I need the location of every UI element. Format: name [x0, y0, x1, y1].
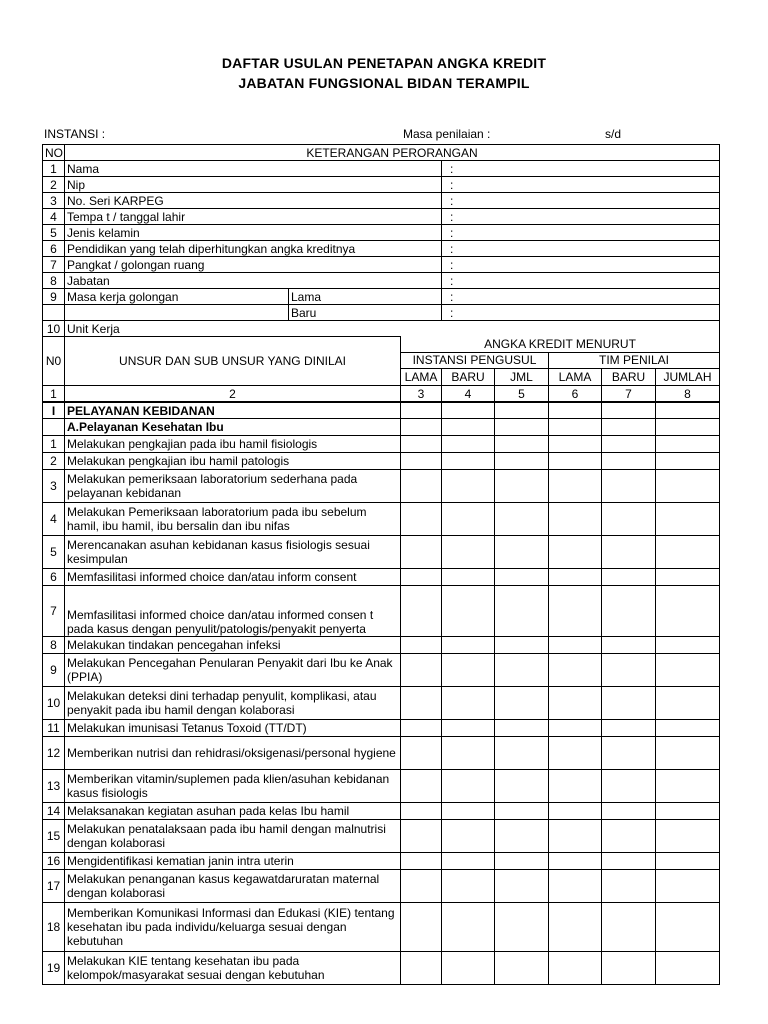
- item-row: [43, 536, 720, 569]
- item-no: 2: [43, 453, 65, 470]
- credit-cell: [495, 737, 549, 770]
- credit-cell: [602, 870, 656, 903]
- subsection-label: A.Pelayanan Kesehatan Ibu: [65, 419, 401, 436]
- item-no: 7: [43, 586, 65, 637]
- unit-kerja-no: 10: [43, 321, 65, 337]
- item-text: Memfasilitasi informed choice dan/atau inform consent: [65, 569, 401, 586]
- item-row: [43, 436, 720, 453]
- personal-label: Pendidikan yang telah diperhitungkan angka kreditnya: [65, 241, 442, 257]
- credit-cell: [401, 654, 442, 687]
- credit-cell: [602, 654, 656, 687]
- header-col: JML: [495, 368, 549, 385]
- credit-cell: [656, 503, 720, 536]
- item-text: Memberikan vitamin/suplemen pada klien/asuhan kebidanan kasus fisiologis: [65, 770, 401, 803]
- personal-row: [43, 209, 720, 225]
- header-col-number: 8: [656, 386, 720, 403]
- header-no: N0: [43, 337, 65, 386]
- credit-cell: [442, 503, 495, 536]
- credit-cell: [549, 536, 602, 569]
- section-no: I: [43, 402, 65, 419]
- credit-cell: [656, 820, 720, 853]
- credit-cell: [401, 952, 442, 985]
- credit-cell: [656, 637, 720, 654]
- item-text: Melakukan KIE tentang kesehatan ibu pada kelompok/masyarakat sesuai dengan kebutuhan: [65, 952, 401, 985]
- item-no: 13: [43, 770, 65, 803]
- credit-cell: [495, 952, 549, 985]
- item-no: 4: [43, 503, 65, 536]
- header-col: BARU: [602, 368, 656, 385]
- credit-cell: [401, 637, 442, 654]
- item-text: Melaksanakan kegiatan asuhan pada kelas Ibu hamil: [65, 803, 401, 820]
- credit-cell: [401, 870, 442, 903]
- personal-label: [65, 305, 289, 321]
- credit-cell: [442, 586, 495, 637]
- personal-no: 8: [43, 273, 65, 289]
- credit-cell: [495, 803, 549, 820]
- personal-colon: :: [442, 225, 720, 241]
- credit-cell: [602, 770, 656, 803]
- credit-cell: [656, 569, 720, 586]
- no-header: NO: [43, 145, 65, 161]
- credit-cell: [401, 536, 442, 569]
- header-tim-penilai: TIM PENILAI: [549, 352, 720, 368]
- personal-no: 9: [43, 289, 65, 305]
- personal-colon: :: [442, 289, 720, 305]
- credit-cell: [602, 687, 656, 720]
- credit-cell: [401, 853, 442, 870]
- item-text: Mengidentifikasi kematian janin intra uterin: [65, 853, 401, 870]
- credit-cell: [495, 569, 549, 586]
- header-unsur: UNSUR DAN SUB UNSUR YANG DINILAI: [65, 337, 401, 386]
- credit-cell: [401, 770, 442, 803]
- credit-cell: [656, 536, 720, 569]
- item-text: Melakukan penatalaksaan pada ibu hamil dengan malnutrisi dengan kolaborasi: [65, 820, 401, 853]
- item-row: [43, 586, 720, 637]
- sd-label: s/d: [605, 127, 622, 141]
- item-no: 12: [43, 737, 65, 770]
- credit-cell: [656, 453, 720, 470]
- item-row: [43, 903, 720, 952]
- credit-cell: [656, 770, 720, 803]
- credit-cell: [442, 654, 495, 687]
- header-instansi-pengusul: INSTANSI PENGUSUL: [401, 352, 549, 368]
- credit-cell: [656, 419, 720, 436]
- credit-cell: [602, 503, 656, 536]
- personal-label: Jenis kelamin: [65, 225, 442, 241]
- item-row: [43, 687, 720, 720]
- item-row: [43, 952, 720, 985]
- credit-cell: [442, 870, 495, 903]
- personal-no: 3: [43, 193, 65, 209]
- credit-cell: [442, 419, 495, 436]
- item-no: 11: [43, 720, 65, 737]
- credit-cell: [495, 654, 549, 687]
- credit-cell: [656, 870, 720, 903]
- credit-cell: [549, 770, 602, 803]
- header-col-number: 4: [442, 386, 495, 403]
- personal-colon: :: [442, 193, 720, 209]
- item-row: [43, 853, 720, 870]
- keterangan-header: KETERANGAN PERORANGAN: [65, 145, 720, 161]
- credit-cell: [442, 637, 495, 654]
- item-text: Melakukan imunisasi Tetanus Toxoid (TT/DT): [65, 720, 401, 737]
- item-text: Melakukan Pencegahan Penularan Penyakit dari Ibu ke Anak (PPIA): [65, 654, 401, 687]
- personal-label: Masa kerja golongan: [65, 289, 289, 305]
- credit-cell: [602, 853, 656, 870]
- credit-cell: [549, 637, 602, 654]
- credit-cell: [495, 453, 549, 470]
- credit-cell: [602, 470, 656, 503]
- item-no: 3: [43, 470, 65, 503]
- credit-cell: [442, 770, 495, 803]
- item-no: 14: [43, 803, 65, 820]
- personal-row: [43, 177, 720, 193]
- credit-cell: [656, 586, 720, 637]
- credit-cell: [602, 737, 656, 770]
- credit-cell: [495, 637, 549, 654]
- item-row: [43, 470, 720, 503]
- personal-label: Nama: [65, 161, 442, 177]
- credit-cell: [549, 687, 602, 720]
- item-text: Melakukan pengkajian ibu hamil patologis: [65, 453, 401, 470]
- header-numbers-row: [43, 386, 720, 403]
- credit-cell: [656, 803, 720, 820]
- item-text: Melakukan pengkajian pada ibu hamil fisiologis: [65, 436, 401, 453]
- credit-cell: [401, 503, 442, 536]
- item-no: 5: [43, 536, 65, 569]
- credit-cell: [602, 820, 656, 853]
- credit-cell: [442, 720, 495, 737]
- header-col-number: 7: [602, 386, 656, 403]
- credit-cell: [442, 453, 495, 470]
- item-no: 6: [43, 569, 65, 586]
- credit-cell: [549, 820, 602, 853]
- credit-cell: [401, 903, 442, 952]
- baru-label: Baru: [289, 305, 442, 321]
- credit-cell: [656, 853, 720, 870]
- credit-cell: [401, 803, 442, 820]
- personal-label: Pangkat / golongan ruang: [65, 257, 442, 273]
- credit-cell: [442, 402, 495, 419]
- credit-cell: [549, 470, 602, 503]
- credit-cell: [401, 436, 442, 453]
- credit-cell: [495, 770, 549, 803]
- personal-no: 5: [43, 225, 65, 241]
- credit-cell: [549, 586, 602, 637]
- item-row: [43, 503, 720, 536]
- personal-no: 7: [43, 257, 65, 273]
- credit-cell: [549, 436, 602, 453]
- unit-kerja-row: [43, 321, 720, 337]
- credit-cell: [656, 903, 720, 952]
- header-col-number: 5: [495, 386, 549, 403]
- credit-cell: [549, 803, 602, 820]
- personal-colon: :: [442, 273, 720, 289]
- credit-cell: [656, 470, 720, 503]
- credit-cell: [401, 470, 442, 503]
- section-label: PELAYANAN KEBIDANAN: [65, 402, 401, 419]
- masa-penilaian-label: Masa penilaian :: [403, 127, 491, 141]
- item-text: Melakukan penanganan kasus kegawatdaruratan maternal dengan kolaborasi: [65, 870, 401, 903]
- credit-cell: [656, 402, 720, 419]
- personal-no: 2: [43, 177, 65, 193]
- item-no: 18: [43, 903, 65, 952]
- header-col: JUMLAH: [656, 368, 720, 385]
- item-no: 15: [43, 820, 65, 853]
- credit-cell: [549, 654, 602, 687]
- item-no: 16: [43, 853, 65, 870]
- credit-cell: [549, 402, 602, 419]
- item-no: 9: [43, 654, 65, 687]
- credit-cell: [495, 687, 549, 720]
- credit-cell: [442, 803, 495, 820]
- credit-cell: [602, 903, 656, 952]
- credit-cell: [656, 654, 720, 687]
- credit-cell: [656, 737, 720, 770]
- item-text: Merencanakan asuhan kebidanan kasus fisiologis sesuai kesimpulan: [65, 536, 401, 569]
- section-row: [43, 402, 720, 419]
- personal-no: [43, 305, 65, 321]
- personal-no: 6: [43, 241, 65, 257]
- item-text: Melakukan tindakan pencegahan infeksi: [65, 637, 401, 654]
- item-row: [43, 803, 720, 820]
- credit-cell: [602, 720, 656, 737]
- item-row: [43, 654, 720, 687]
- personal-row: [43, 193, 720, 209]
- credit-cell: [442, 903, 495, 952]
- personal-label: Tempa t / tanggal lahir: [65, 209, 442, 225]
- item-text: Memberikan nutrisi dan rehidrasi/oksigenasi/personal hygiene: [65, 737, 401, 770]
- credit-cell: [401, 720, 442, 737]
- credit-cell: [442, 470, 495, 503]
- personal-row: [43, 241, 720, 257]
- credit-cell: [401, 687, 442, 720]
- credit-cell: [549, 453, 602, 470]
- credit-cell: [495, 470, 549, 503]
- credit-cell: [495, 402, 549, 419]
- item-row: [43, 637, 720, 654]
- header-col: LAMA: [549, 368, 602, 385]
- credit-cell: [602, 952, 656, 985]
- personal-label: Nip: [65, 177, 442, 193]
- credit-cell: [442, 952, 495, 985]
- header-col-number: 3: [401, 386, 442, 403]
- item-row: [43, 569, 720, 586]
- item-row: [43, 820, 720, 853]
- credit-cell: [495, 436, 549, 453]
- credit-cell: [495, 820, 549, 853]
- credit-form-table: [42, 144, 720, 985]
- credit-cell: [549, 419, 602, 436]
- item-text: Memfasilitasi informed choice dan/atau informed consen t pada kasus dengan penyulit/patologis/penyakit penyerta: [65, 586, 401, 637]
- credit-cell: [549, 853, 602, 870]
- personal-row: [43, 225, 720, 241]
- credit-cell: [549, 737, 602, 770]
- personal-row: [43, 257, 720, 273]
- unit-kerja-label: Unit Kerja: [65, 321, 720, 337]
- credit-cell: [401, 737, 442, 770]
- credit-cell: [442, 436, 495, 453]
- credit-cell: [495, 720, 549, 737]
- item-text: Memberikan Komunikasi Informasi dan Edukasi (KIE) tentang kesehatan ibu pada individu/keluarga sesuai dengan kebutuhan: [65, 903, 401, 952]
- credit-cell: [495, 903, 549, 952]
- credit-cell: [549, 569, 602, 586]
- header-col-number: 2: [65, 386, 401, 403]
- credit-cell: [401, 569, 442, 586]
- credit-cell: [442, 569, 495, 586]
- personal-row: [43, 289, 720, 305]
- credit-cell: [401, 419, 442, 436]
- credit-cell: [401, 402, 442, 419]
- header-angka-kredit: ANGKA KREDIT MENURUT: [401, 337, 720, 353]
- credit-cell: [549, 952, 602, 985]
- credit-cell: [656, 952, 720, 985]
- credit-cell: [401, 586, 442, 637]
- document-subtitle: JABATAN FUNGSIONAL BIDAN TERAMPIL: [238, 75, 530, 91]
- item-no: 19: [43, 952, 65, 985]
- credit-cell: [495, 419, 549, 436]
- header-col: BARU: [442, 368, 495, 385]
- personal-no: 4: [43, 209, 65, 225]
- item-text: Melakukan deteksi dini terhadap penyulit, komplikasi, atau penyakit pada ibu hamil dengan kolaborasi: [65, 687, 401, 720]
- instansi-label: INSTANSI :: [44, 127, 106, 141]
- credit-cell: [602, 536, 656, 569]
- credit-cell: [495, 870, 549, 903]
- credit-cell: [495, 853, 549, 870]
- credit-cell: [656, 720, 720, 737]
- credit-cell: [602, 419, 656, 436]
- credit-cell: [442, 687, 495, 720]
- credit-cell: [549, 720, 602, 737]
- credit-cell: [656, 436, 720, 453]
- personal-colon: :: [442, 257, 720, 273]
- personal-no: 1: [43, 161, 65, 177]
- credit-cell: [602, 586, 656, 637]
- item-row: [43, 720, 720, 737]
- credit-cell: [495, 503, 549, 536]
- personal-colon: :: [442, 161, 720, 177]
- credit-cell: [549, 503, 602, 536]
- credit-cell: [602, 453, 656, 470]
- credit-cell: [495, 586, 549, 637]
- header-col-number: 6: [549, 386, 602, 403]
- item-row: [43, 453, 720, 470]
- credit-cell: [442, 536, 495, 569]
- header-col-number: 1: [43, 386, 65, 403]
- credit-cell: [602, 436, 656, 453]
- credit-cell: [602, 803, 656, 820]
- item-no: 8: [43, 637, 65, 654]
- item-no: 1: [43, 436, 65, 453]
- item-row: [43, 770, 720, 803]
- item-text: Melakukan pemeriksaan laboratorium sederhana pada pelayanan kebidanan: [65, 470, 401, 503]
- credit-cell: [549, 870, 602, 903]
- credit-cell: [442, 853, 495, 870]
- personal-sub-label: Lama: [289, 289, 442, 305]
- credit-cell: [602, 569, 656, 586]
- personal-label: Jabatan: [65, 273, 442, 289]
- personal-row: [43, 161, 720, 177]
- credit-cell: [495, 536, 549, 569]
- document-title: DAFTAR USULAN PENETAPAN ANGKA KREDIT: [221, 55, 547, 71]
- personal-row: [43, 273, 720, 289]
- item-row: [43, 737, 720, 770]
- credit-cell: [602, 402, 656, 419]
- credit-cell: [401, 453, 442, 470]
- personal-colon: :: [442, 177, 720, 193]
- header-col: LAMA: [401, 368, 442, 385]
- credit-cell: [442, 820, 495, 853]
- personal-colon: :: [442, 305, 720, 321]
- item-row: [43, 870, 720, 903]
- credit-cell: [602, 637, 656, 654]
- subsection-row: [43, 419, 720, 436]
- credit-cell: [656, 687, 720, 720]
- credit-cell: [401, 820, 442, 853]
- item-text: Melakukan Pemeriksaan laboratorium pada ibu sebelum hamil, ibu hamil, ibu bersalin dan ibu nifas: [65, 503, 401, 536]
- credit-cell: [549, 903, 602, 952]
- subsection-no: [43, 419, 65, 436]
- header-row-1: [43, 337, 720, 353]
- personal-colon: :: [442, 241, 720, 257]
- credit-cell: [442, 737, 495, 770]
- personal-label: No. Seri KARPEG: [65, 193, 442, 209]
- item-no: 17: [43, 870, 65, 903]
- item-no: 10: [43, 687, 65, 720]
- personal-colon: :: [442, 209, 720, 225]
- personal-row-baru: [43, 305, 720, 321]
